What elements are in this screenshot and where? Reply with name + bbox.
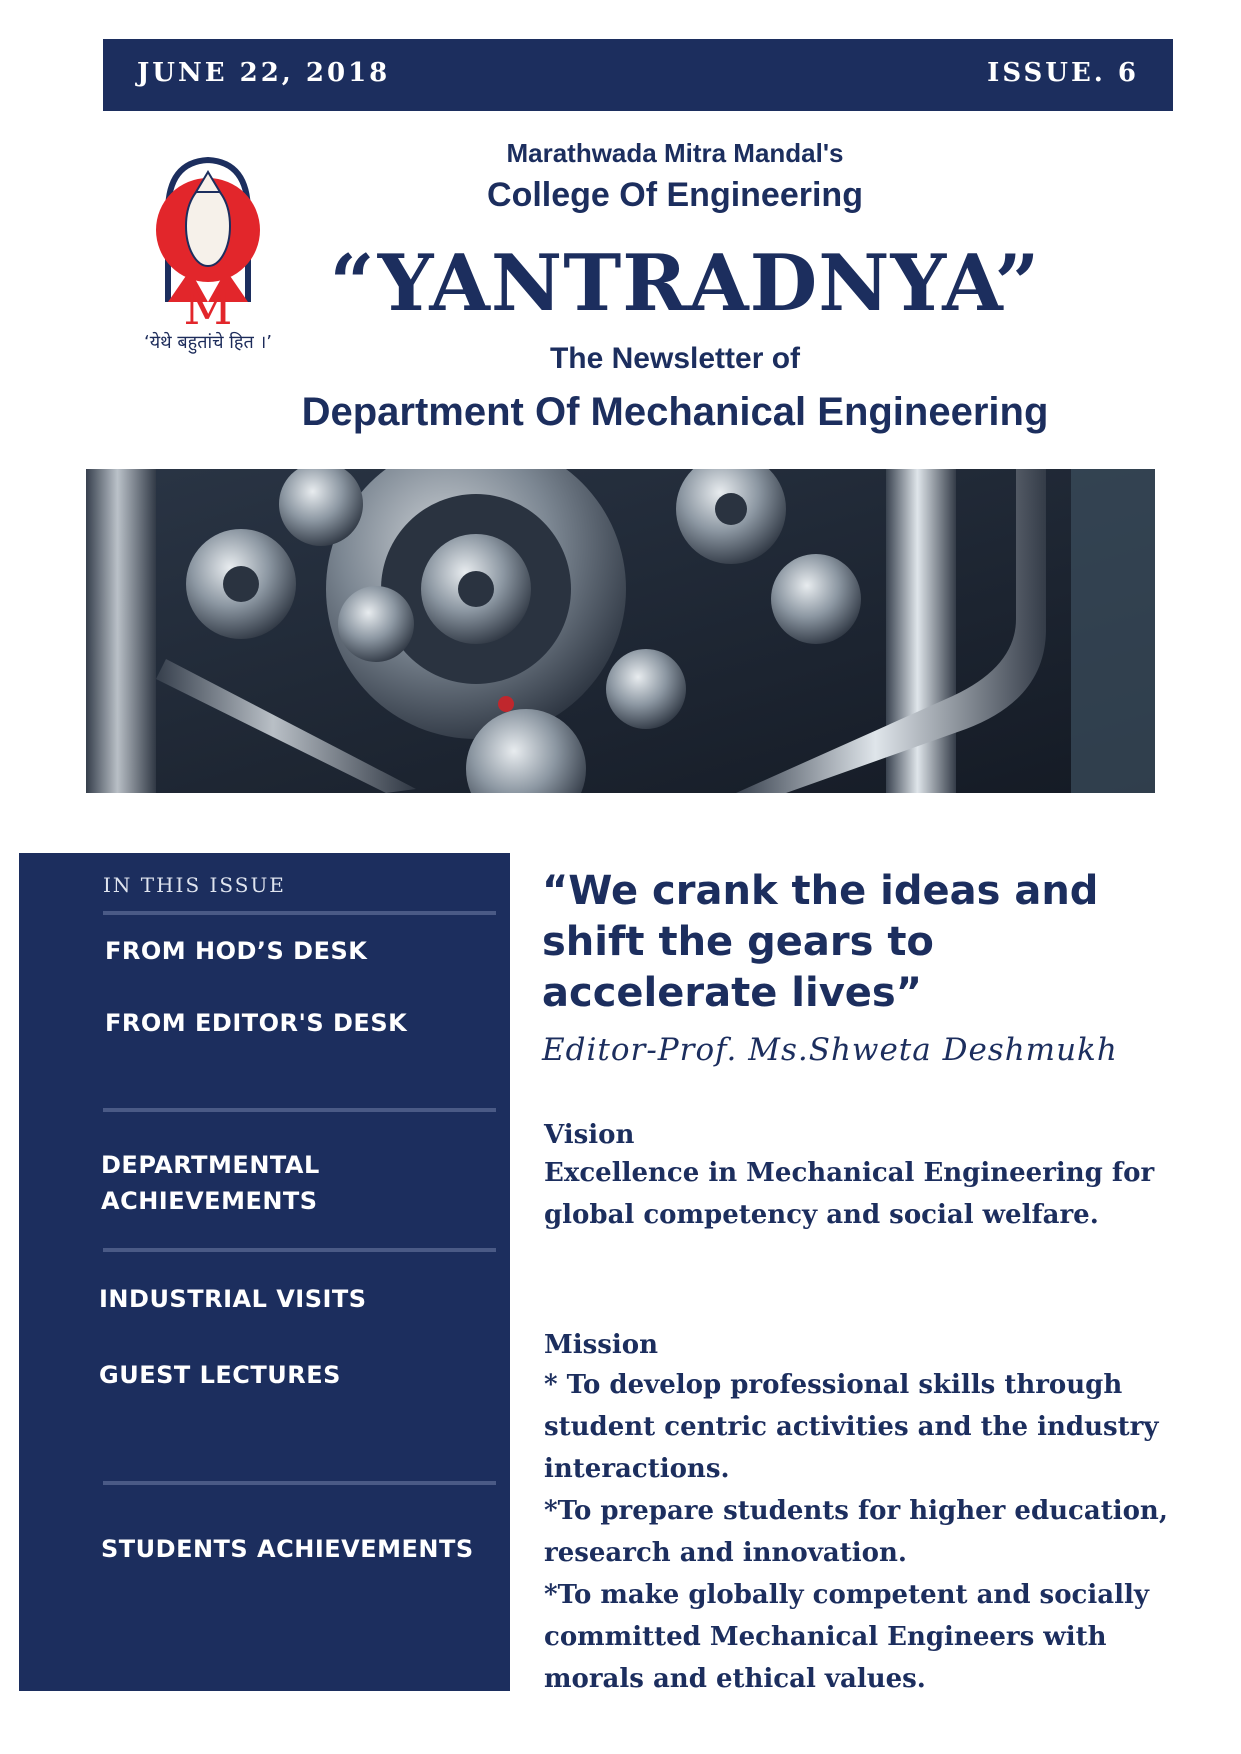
newsletter-subtitle: The Newsletter of <box>549 342 801 375</box>
department-name: Department Of Mechanical Engineering <box>301 390 1049 434</box>
issue-number: ISSUE. 6 <box>987 58 1139 88</box>
mission-heading: Mission <box>544 1330 659 1360</box>
issue-date: JUNE 22, 2018 <box>137 58 391 88</box>
sidebar-item-guest-lectures[interactable]: GUEST LECTURES <box>99 1361 341 1389</box>
newsletter-title: “YANTRADNYA” <box>329 238 1041 329</box>
logo-motto: ‘येथे बहुतांचे हित ।’ <box>143 332 273 353</box>
mission-list <box>544 1364 1204 1700</box>
date-issue-bar <box>103 39 1173 111</box>
mission-point: *To make globally competent and socially committed Mechanical Engineers with morals and ethical values. <box>544 1580 1149 1694</box>
vision-text: Excellence in Mechanical Engineering for global competency and social welfare. <box>544 1158 1155 1230</box>
sidebar-item-departmental-achievements[interactable]: DEPARTMENTAL ACHIEVEMENTS <box>101 1151 320 1215</box>
mission-point: *To prepare students for higher education, research and innovation. <box>544 1496 1168 1568</box>
sidebar-item-hods-desk[interactable]: FROM HOD’S DESK <box>105 937 368 965</box>
sidebar-divider <box>103 1248 496 1252</box>
logo-letter: M <box>183 280 233 336</box>
college-name: College Of Engineering <box>487 176 863 214</box>
machinery-gears-image <box>86 469 1155 793</box>
sidebar-item-editors-desk[interactable]: FROM EDITOR'S DESK <box>105 1009 408 1037</box>
sidebar-item-students-achievements[interactable]: STUDENTS ACHIEVEMENTS <box>101 1535 474 1563</box>
sidebar-divider <box>103 1108 496 1112</box>
newsletter-quote: “We crank the ideas and shift the gears to accelerate lives” <box>542 868 1099 1016</box>
sidebar-divider <box>103 911 496 915</box>
in-this-issue-heading: IN THIS ISSUE <box>103 873 286 897</box>
vision-heading: Vision <box>544 1120 635 1150</box>
sidebar-divider <box>103 1481 496 1485</box>
sidebar-item-industrial-visits[interactable]: INDUSTRIAL VISITS <box>99 1285 367 1313</box>
mission-point: * To develop professional skills through student centric activities and the industry interactions. <box>544 1370 1159 1484</box>
in-this-issue-panel <box>19 853 510 1691</box>
editor-credit: Editor-Prof. Ms.Shweta Deshmukh <box>542 1032 1118 1068</box>
organization-name: Marathwada Mitra Mandal's <box>506 138 844 168</box>
